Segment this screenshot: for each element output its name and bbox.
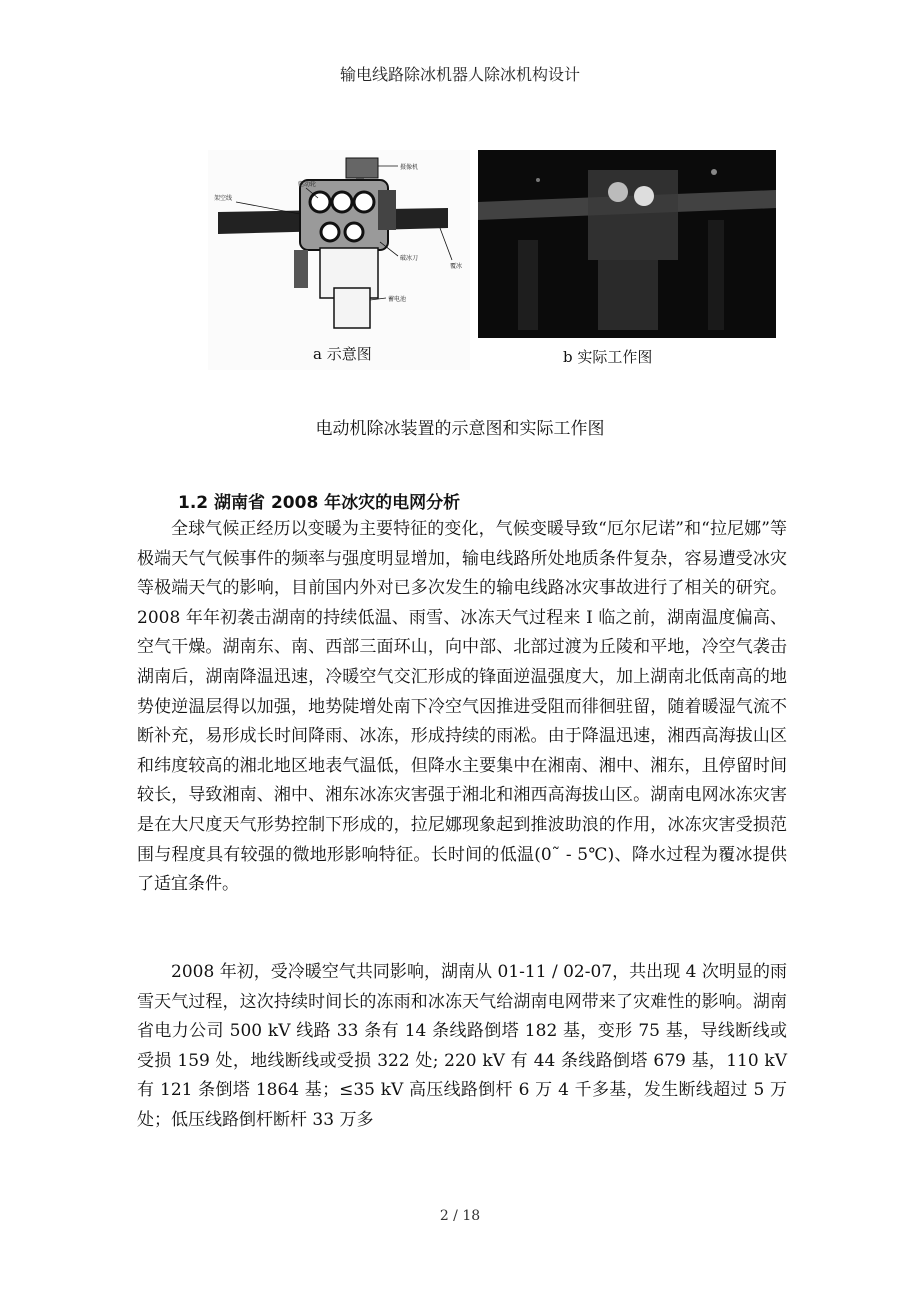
label-battery: 蓄电池	[388, 296, 407, 303]
page-number: 2 / 18	[439, 1208, 481, 1224]
paragraph-1: 全球气候正经历以变暖为主要特征的变化，气候变暖导致“厄尔尼诺”和“拉尼娜”等极端天气气候事件的频率与强度明显增加，输电线路所处地质条件复杂，容易遭受冰灾等极端天气的影响，目前国内外对已多次发生的输电线路冰灾事故进行了相关的研究。2008 年年初袭击湖南的持续低温、雨雪、冰冻天气过程来 I 临之前，湖南温度偏高、空气干燥。湖南东、南、西部三面环山，向中部、北部过渡为丘陵和平地，冷空气袭击湖南后，湖南降温迅速，冷暖空气交汇形成的锋面逆温强度大，加上湖南北低南高的地势使逆温层得以加强，地势陡增处南下冷空气因推进受阻而徘徊驻留，随着暖湿气流不断补充，易形成长时间降雨、冰冻，形成持续的雨凇。由于降温迅速，湘西高海拔山区和纬度较高的湘北地区地表气温低，但降水主要集中在湘南、湘中、湘东，且停留时间较长，导致湘南、湘中、湘东冰冻灾害强于湘北和湘西高海拔山区。湖南电网冰冻灾害是在大尺度天气形势控制下形成的，拉尼娜现象起到推波助浪的作用，冰冻灾害受损范围与程度具有较强的微地形影响特征。长时间的低温(0˜ - 5℃)、降水过程为覆冰提供了适宜条件。	[137, 519, 787, 895]
caption-b: b 实际工作图	[563, 348, 653, 366]
paragraph-2: 2008 年初，受冷暖空气共同影响，湖南从 01-11 / 02-07，共出现 4 次明显的雨雪天气过程，这次持续时间长的冻雨和冰冻天气给湖南电网带来了灾难性的影响。湖南省电力公司 500 kV 线路 33 条有 14 条线路倒塔 182 基，变形 75 基，导线断线或受损 159 处，地线断线或受损 322 处; 220 kV 有 44 条线路倒塔 679 基，110 kV 有 121 条倒塔 1864 基；≤35 kV 高压线路倒杆 6 万 4 千多基，发生断线超过 5 万处；低压线路倒杆断杆 33 万多	[137, 962, 787, 1130]
schematic-diagram	[208, 150, 470, 370]
working-photo-image	[478, 150, 776, 338]
page-header: 输电线路除冰机器人除冰机构设计	[339, 65, 580, 84]
working-photo	[478, 150, 776, 338]
deicer-schematic-drawing	[208, 150, 470, 340]
label-deice-blade: 破冰刀	[400, 255, 419, 262]
section-heading: 1.2 湖南省 2008 年冰灾的电网分析	[178, 493, 461, 513]
figure-title: 电动机除冰装置的示意图和实际工作图	[315, 419, 605, 439]
label-ice-coating: 覆冰	[450, 263, 463, 270]
label-overhead-line: 架空线	[214, 195, 233, 202]
figure	[208, 150, 776, 370]
caption-a: a 示意图	[313, 345, 372, 363]
label-drive-wheel: 驱动轮	[298, 181, 317, 188]
label-camera: 摄像机	[400, 164, 419, 171]
